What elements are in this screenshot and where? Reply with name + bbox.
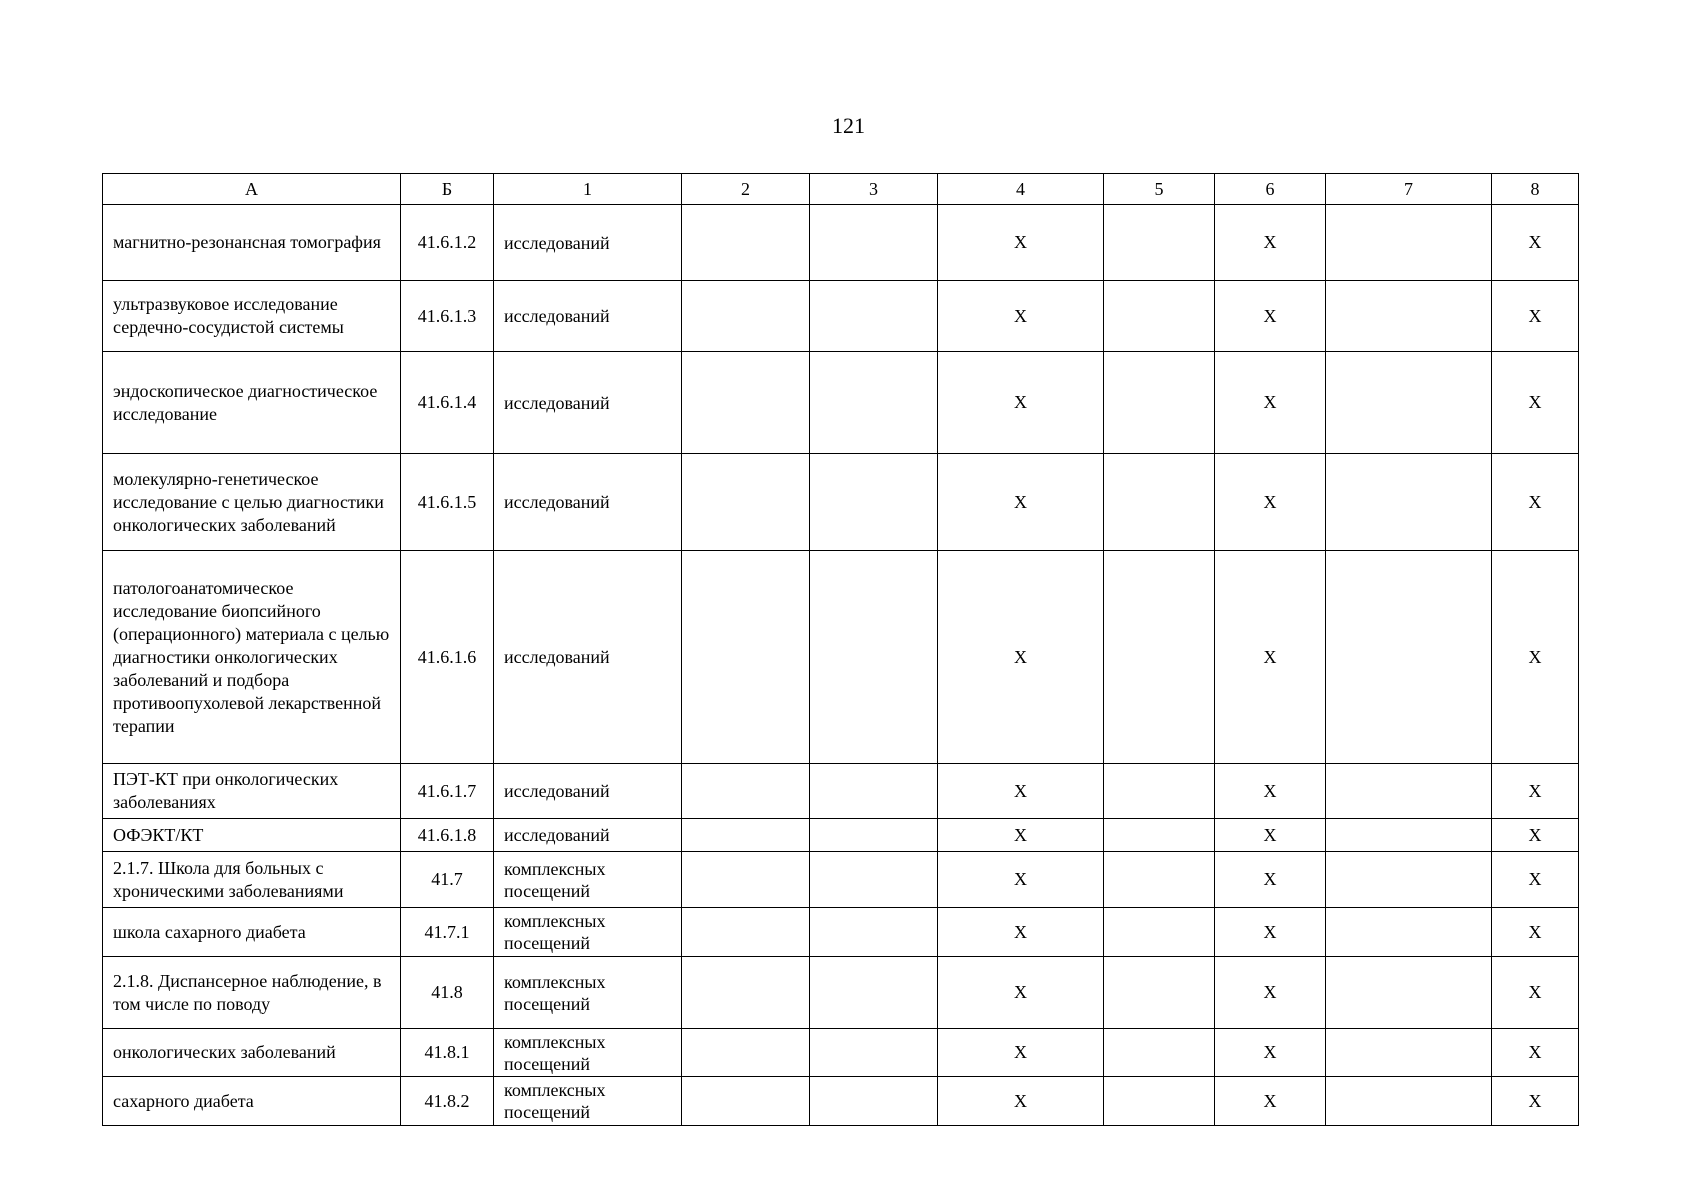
cell-col-5 — [1104, 454, 1215, 551]
row-code: 41.6.1.3 — [401, 281, 494, 352]
row-unit: исследований — [494, 551, 682, 764]
row-code: 41.6.1.7 — [401, 764, 494, 819]
cell-col-2 — [682, 454, 810, 551]
cell-col-3 — [810, 205, 938, 281]
table-row — [103, 908, 1579, 957]
cell-col-3 — [810, 352, 938, 454]
column-header-1: 1 — [494, 174, 682, 205]
cell-col-3 — [810, 764, 938, 819]
cell-col-8: X — [1492, 908, 1579, 957]
cell-col-8: X — [1492, 819, 1579, 852]
table-row — [103, 1077, 1579, 1126]
cell-col-6: X — [1215, 764, 1326, 819]
cell-col-6: X — [1215, 957, 1326, 1029]
cell-col-5 — [1104, 352, 1215, 454]
cell-col-4: X — [938, 764, 1104, 819]
cell-col-3 — [810, 819, 938, 852]
row-unit: исследований — [494, 819, 682, 852]
row-name: онкологических заболеваний — [103, 1029, 401, 1077]
cell-col-6: X — [1215, 551, 1326, 764]
row-code: 41.7.1 — [401, 908, 494, 957]
cell-col-2 — [682, 281, 810, 352]
cell-col-6: X — [1215, 1077, 1326, 1126]
row-unit: комплексных посещений — [494, 1077, 682, 1126]
cell-col-8: X — [1492, 281, 1579, 352]
cell-col-6: X — [1215, 908, 1326, 957]
cell-col-5 — [1104, 281, 1215, 352]
column-header-8: 8 — [1492, 174, 1579, 205]
cell-col-4: X — [938, 551, 1104, 764]
row-name: ультразвуковое исследование сердечно-сосудистой системы — [103, 281, 401, 352]
column-header-6: 6 — [1215, 174, 1326, 205]
cell-col-4: X — [938, 908, 1104, 957]
table-row — [103, 205, 1579, 281]
cell-col-4: X — [938, 352, 1104, 454]
cell-col-8: X — [1492, 957, 1579, 1029]
cell-col-5 — [1104, 1029, 1215, 1077]
column-header-4: 4 — [938, 174, 1104, 205]
table-row — [103, 764, 1579, 819]
row-name: ПЭТ-КТ при онкологических заболеваниях — [103, 764, 401, 819]
row-name: 2.1.7. Школа для больных с хроническими заболеваниями — [103, 852, 401, 908]
cell-col-8: X — [1492, 454, 1579, 551]
column-header-5: 5 — [1104, 174, 1215, 205]
cell-col-5 — [1104, 908, 1215, 957]
cell-col-7 — [1326, 1077, 1492, 1126]
data-table — [102, 173, 1579, 1126]
page-number: 121 — [832, 113, 865, 138]
row-code: 41.8.1 — [401, 1029, 494, 1077]
cell-col-3 — [810, 957, 938, 1029]
cell-col-4: X — [938, 819, 1104, 852]
cell-col-8: X — [1492, 205, 1579, 281]
cell-col-8: X — [1492, 852, 1579, 908]
cell-col-7 — [1326, 551, 1492, 764]
cell-col-2 — [682, 1077, 810, 1126]
table-header — [103, 174, 1579, 205]
cell-col-4: X — [938, 454, 1104, 551]
table-row — [103, 852, 1579, 908]
cell-col-3 — [810, 551, 938, 764]
cell-col-7 — [1326, 764, 1492, 819]
cell-col-6: X — [1215, 819, 1326, 852]
cell-col-2 — [682, 551, 810, 764]
column-header-3: 3 — [810, 174, 938, 205]
cell-col-4: X — [938, 1077, 1104, 1126]
row-code: 41.8 — [401, 957, 494, 1029]
cell-col-8: X — [1492, 764, 1579, 819]
cell-col-6: X — [1215, 352, 1326, 454]
table-row — [103, 352, 1579, 454]
cell-col-7 — [1326, 1029, 1492, 1077]
cell-col-3 — [810, 1029, 938, 1077]
cell-col-3 — [810, 908, 938, 957]
row-name: эндоскопическое диагностическое исследование — [103, 352, 401, 454]
table-row — [103, 957, 1579, 1029]
row-code: 41.8.2 — [401, 1077, 494, 1126]
cell-col-7 — [1326, 454, 1492, 551]
row-code: 41.7 — [401, 852, 494, 908]
cell-col-5 — [1104, 764, 1215, 819]
table-row — [103, 454, 1579, 551]
cell-col-5 — [1104, 205, 1215, 281]
row-name: ОФЭКТ/КТ — [103, 819, 401, 852]
cell-col-7 — [1326, 281, 1492, 352]
cell-col-7 — [1326, 957, 1492, 1029]
column-header-a: А — [103, 174, 401, 205]
cell-col-3 — [810, 281, 938, 352]
row-code: 41.6.1.4 — [401, 352, 494, 454]
cell-col-5 — [1104, 1077, 1215, 1126]
row-unit: комплексных посещений — [494, 852, 682, 908]
cell-col-2 — [682, 852, 810, 908]
table-body — [103, 205, 1579, 1126]
row-unit: исследований — [494, 454, 682, 551]
cell-col-7 — [1326, 819, 1492, 852]
cell-col-7 — [1326, 205, 1492, 281]
row-name: сахарного диабета — [103, 1077, 401, 1126]
cell-col-4: X — [938, 281, 1104, 352]
cell-col-2 — [682, 819, 810, 852]
cell-col-5 — [1104, 819, 1215, 852]
header-row — [103, 174, 1579, 205]
cell-col-3 — [810, 454, 938, 551]
column-header-2: 2 — [682, 174, 810, 205]
cell-col-2 — [682, 352, 810, 454]
cell-col-2 — [682, 764, 810, 819]
table-row — [103, 281, 1579, 352]
row-name: магнитно-резонансная томография — [103, 205, 401, 281]
cell-col-3 — [810, 852, 938, 908]
cell-col-6: X — [1215, 1029, 1326, 1077]
table-row — [103, 1029, 1579, 1077]
row-name: школа сахарного диабета — [103, 908, 401, 957]
cell-col-5 — [1104, 957, 1215, 1029]
row-unit: комплексных посещений — [494, 908, 682, 957]
row-name: молекулярно-генетическое исследование с целью диагностики онкологических заболеваний — [103, 454, 401, 551]
row-unit: комплексных посещений — [494, 1029, 682, 1077]
cell-col-2 — [682, 205, 810, 281]
row-unit: исследований — [494, 205, 682, 281]
row-unit: исследований — [494, 764, 682, 819]
cell-col-8: X — [1492, 551, 1579, 764]
cell-col-5 — [1104, 551, 1215, 764]
cell-col-5 — [1104, 852, 1215, 908]
cell-col-7 — [1326, 352, 1492, 454]
row-name: патологоанатомическое исследование биопсийного (операционного) материала с целью диагностики онкологических заболеваний и подбора противоопухолевой лекарственной терапии — [103, 551, 401, 764]
cell-col-8: X — [1492, 352, 1579, 454]
row-unit: исследований — [494, 281, 682, 352]
cell-col-2 — [682, 1029, 810, 1077]
column-header-7: 7 — [1326, 174, 1492, 205]
cell-col-8: X — [1492, 1029, 1579, 1077]
cell-col-6: X — [1215, 205, 1326, 281]
cell-col-7 — [1326, 852, 1492, 908]
cell-col-2 — [682, 908, 810, 957]
cell-col-4: X — [938, 1029, 1104, 1077]
cell-col-3 — [810, 1077, 938, 1126]
table-row — [103, 551, 1579, 764]
row-unit: комплексных посещений — [494, 957, 682, 1029]
row-code: 41.6.1.8 — [401, 819, 494, 852]
cell-col-6: X — [1215, 454, 1326, 551]
cell-col-4: X — [938, 852, 1104, 908]
cell-col-2 — [682, 957, 810, 1029]
row-code: 41.6.1.5 — [401, 454, 494, 551]
cell-col-6: X — [1215, 281, 1326, 352]
cell-col-6: X — [1215, 852, 1326, 908]
column-header-b: Б — [401, 174, 494, 205]
cell-col-7 — [1326, 908, 1492, 957]
cell-col-8: X — [1492, 1077, 1579, 1126]
row-name: 2.1.8. Диспансерное наблюдение, в том числе по поводу — [103, 957, 401, 1029]
row-code: 41.6.1.2 — [401, 205, 494, 281]
row-code: 41.6.1.6 — [401, 551, 494, 764]
table-row — [103, 819, 1579, 852]
cell-col-4: X — [938, 205, 1104, 281]
row-unit: исследований — [494, 352, 682, 454]
cell-col-4: X — [938, 957, 1104, 1029]
